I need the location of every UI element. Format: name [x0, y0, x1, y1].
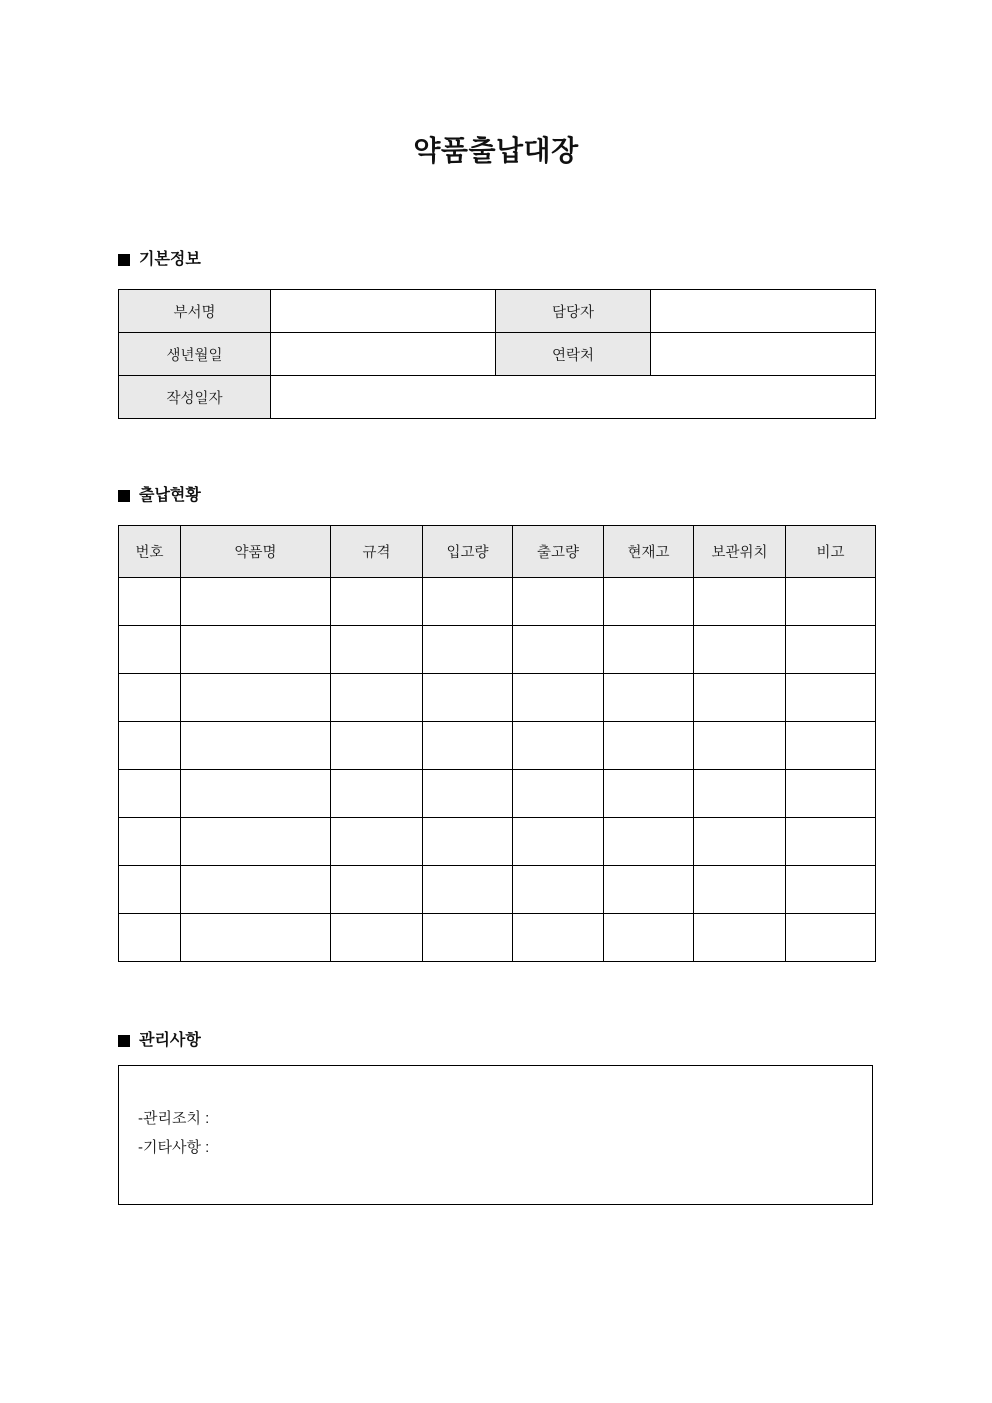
cell-drug-name[interactable] — [181, 722, 331, 770]
cell-stock[interactable] — [604, 722, 694, 770]
cell-outbound-qty[interactable] — [513, 818, 604, 866]
cell-spec[interactable] — [331, 674, 423, 722]
cell-remarks[interactable] — [786, 770, 876, 818]
cell-inbound-qty[interactable] — [423, 626, 513, 674]
section-heading-label: 기본정보 — [139, 251, 201, 268]
cell-inbound-qty[interactable] — [423, 674, 513, 722]
square-bullet-icon — [118, 1035, 130, 1047]
cell-spec[interactable] — [331, 578, 423, 626]
cell-stock[interactable] — [604, 818, 694, 866]
field-label-birthdate: 생년월일 — [119, 333, 271, 376]
cell-spec[interactable] — [331, 626, 423, 674]
cell-drug-name[interactable] — [181, 674, 331, 722]
column-header-remarks: 비고 — [786, 526, 876, 578]
cell-inbound-qty[interactable] — [423, 914, 513, 962]
cell-outbound-qty[interactable] — [513, 770, 604, 818]
square-bullet-icon — [118, 254, 130, 266]
table-row — [119, 866, 876, 914]
cell-outbound-qty[interactable] — [513, 578, 604, 626]
field-label-department: 부서명 — [119, 290, 271, 333]
field-label-contact: 연락처 — [496, 333, 651, 376]
table-row — [119, 578, 876, 626]
cell-remarks[interactable] — [786, 674, 876, 722]
cell-number[interactable] — [119, 674, 181, 722]
cell-remarks[interactable] — [786, 866, 876, 914]
table-row — [119, 722, 876, 770]
management-notes-lines — [138, 1110, 209, 1158]
cell-location[interactable] — [694, 770, 786, 818]
cell-remarks[interactable] — [786, 722, 876, 770]
column-header-stock: 현재고 — [604, 526, 694, 578]
field-value-department[interactable] — [271, 290, 496, 333]
table-row — [119, 818, 876, 866]
table-row — [119, 914, 876, 962]
cell-number[interactable] — [119, 626, 181, 674]
field-label-written-date: 작성일자 — [119, 376, 271, 419]
ledger-table — [118, 525, 876, 962]
cell-outbound-qty[interactable] — [513, 866, 604, 914]
square-bullet-icon — [118, 490, 130, 502]
column-header-location: 보관위치 — [694, 526, 786, 578]
page-title: 약품출납대장 — [413, 135, 579, 166]
cell-drug-name[interactable] — [181, 818, 331, 866]
cell-number[interactable] — [119, 866, 181, 914]
management-notes-box[interactable] — [118, 1065, 873, 1205]
table-row — [119, 290, 876, 333]
cell-outbound-qty[interactable] — [513, 674, 604, 722]
table-row — [119, 674, 876, 722]
cell-location[interactable] — [694, 866, 786, 914]
table-header-row — [119, 526, 876, 578]
cell-inbound-qty[interactable] — [423, 770, 513, 818]
cell-number[interactable] — [119, 722, 181, 770]
section-heading-basic-info — [118, 252, 201, 268]
table-row — [119, 770, 876, 818]
cell-number[interactable] — [119, 914, 181, 962]
section-heading-label: 관리사항 — [139, 1032, 201, 1049]
cell-spec[interactable] — [331, 818, 423, 866]
cell-inbound-qty[interactable] — [423, 866, 513, 914]
table-row — [119, 626, 876, 674]
cell-drug-name[interactable] — [181, 914, 331, 962]
management-other-label: -기타사항 : — [138, 1138, 210, 1156]
section-heading-management — [118, 1033, 201, 1049]
section-heading-label: 출납현황 — [139, 487, 201, 504]
field-value-contact[interactable] — [651, 333, 876, 376]
field-label-manager: 담당자 — [496, 290, 651, 333]
cell-number[interactable] — [119, 818, 181, 866]
cell-location[interactable] — [694, 674, 786, 722]
column-header-inbound-qty: 입고량 — [423, 526, 513, 578]
cell-stock[interactable] — [604, 866, 694, 914]
cell-drug-name[interactable] — [181, 866, 331, 914]
cell-inbound-qty[interactable] — [423, 578, 513, 626]
basic-info-table — [118, 289, 876, 419]
cell-outbound-qty[interactable] — [513, 722, 604, 770]
field-value-written-date[interactable] — [271, 376, 876, 419]
cell-stock[interactable] — [604, 770, 694, 818]
cell-location[interactable] — [694, 722, 786, 770]
cell-inbound-qty[interactable] — [423, 818, 513, 866]
cell-stock[interactable] — [604, 626, 694, 674]
cell-location[interactable] — [694, 578, 786, 626]
cell-inbound-qty[interactable] — [423, 722, 513, 770]
field-value-manager[interactable] — [651, 290, 876, 333]
cell-outbound-qty[interactable] — [513, 914, 604, 962]
cell-remarks[interactable] — [786, 818, 876, 866]
table-row — [119, 333, 876, 376]
management-action-label: -관리조치 : — [138, 1110, 210, 1127]
cell-number[interactable] — [119, 578, 181, 626]
cell-drug-name[interactable] — [181, 770, 331, 818]
cell-remarks[interactable] — [786, 914, 876, 962]
cell-stock[interactable] — [604, 914, 694, 962]
column-header-outbound-qty: 출고량 — [513, 526, 604, 578]
cell-drug-name[interactable] — [181, 626, 331, 674]
cell-stock[interactable] — [604, 578, 694, 626]
table-row — [119, 376, 876, 419]
cell-spec[interactable] — [331, 914, 423, 962]
cell-remarks[interactable] — [786, 578, 876, 626]
cell-location[interactable] — [694, 626, 786, 674]
cell-spec[interactable] — [331, 770, 423, 818]
column-header-spec: 규격 — [331, 526, 423, 578]
field-value-birthdate[interactable] — [271, 333, 496, 376]
cell-stock[interactable] — [604, 674, 694, 722]
cell-drug-name[interactable] — [181, 578, 331, 626]
cell-outbound-qty[interactable] — [513, 626, 604, 674]
cell-remarks[interactable] — [786, 626, 876, 674]
column-header-number: 번호 — [119, 526, 181, 578]
cell-location[interactable] — [694, 818, 786, 866]
cell-spec[interactable] — [331, 722, 423, 770]
cell-location[interactable] — [694, 914, 786, 962]
cell-number[interactable] — [119, 770, 181, 818]
column-header-drug-name: 약품명 — [181, 526, 331, 578]
cell-spec[interactable] — [331, 866, 423, 914]
section-heading-ledger — [118, 488, 201, 504]
